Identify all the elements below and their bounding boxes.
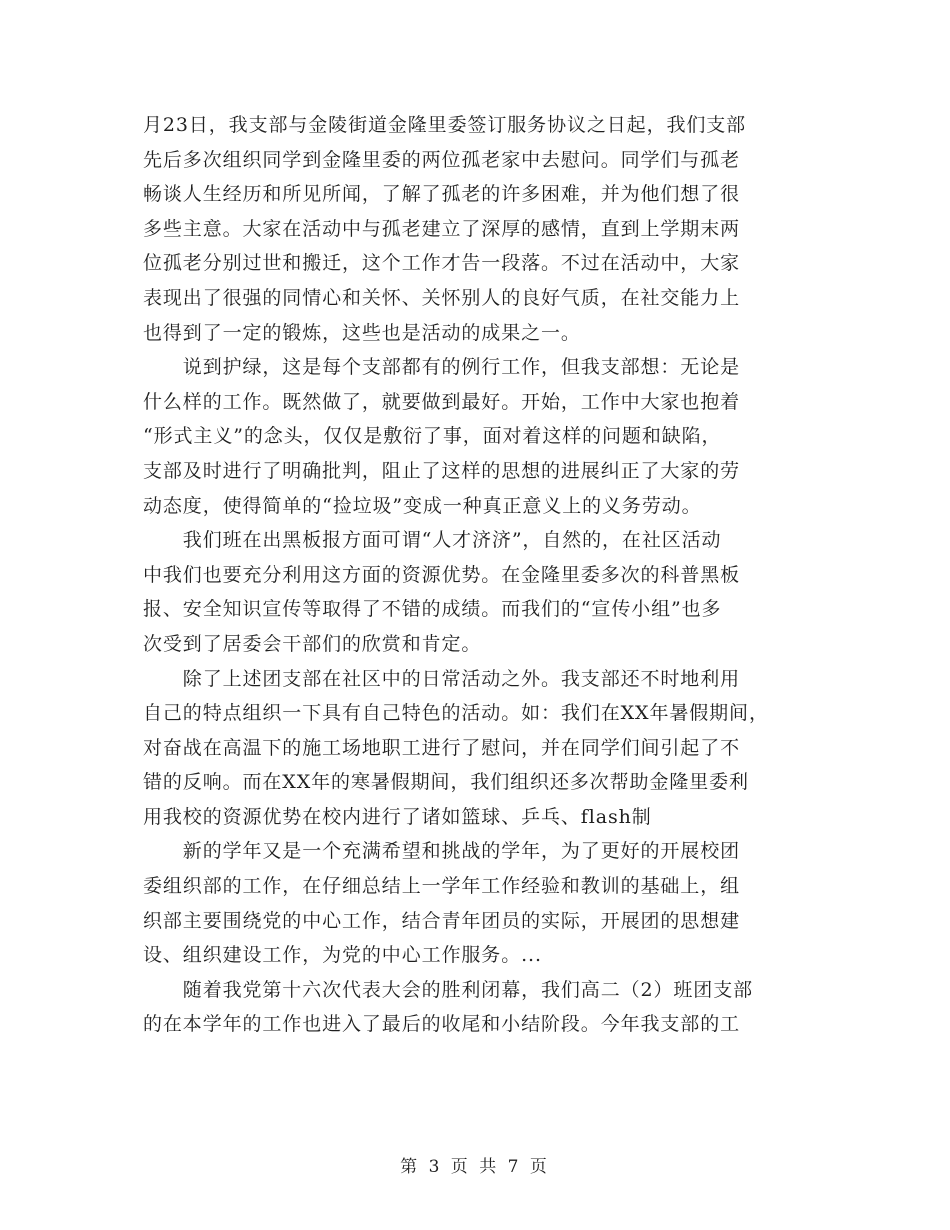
text-line: 动态度，使得简单的“捡垃圾”变成一种真正意义上的义务劳动。 [143, 494, 702, 517]
text-line: 除了上述团支部在社区中的日常活动之外。我支部还不时地利用 [143, 667, 741, 690]
text-line: 支部及时进行了明确批判，阻止了这样的思想的进展纠正了大家的劳 [143, 459, 741, 482]
text-line: 设、组织建设工作，为党的中心工作服务。... [143, 944, 542, 967]
text-line: 织部主要围绕党的中心工作，结合青年团员的实际，开展团的思想建 [143, 909, 741, 932]
text-line: 先后多次组织同学到金隆里委的两位孤老家中去慰问。同学们与孤老 [143, 148, 741, 171]
text-line: 表现出了很强的同情心和关怀、关怀别人的良好气质，在社交能力上 [143, 286, 741, 309]
text-line: 用我校的资源优势在校内进行了诸如篮球、乒乓、flash制 [143, 805, 652, 828]
text-line: 说到护绿，这是每个支部都有的例行工作，但我支部想：无论是 [143, 356, 741, 379]
text-line: 中我们也要充分利用这方面的资源优势。在金隆里委多次的科普黑板 [143, 563, 741, 586]
text-line: 次受到了居委会干部们的欣赏和肯定。 [143, 632, 482, 655]
text-line: 我们班在出黑板报方面可谓“人才济济”，自然的，在社区活动 [143, 529, 722, 552]
text-line: 错的反响。而在XX年的寒暑假期间，我们组织还多次帮助金隆里委利 [143, 771, 749, 794]
text-line: 也得到了一定的锻炼，这些也是活动的成果之一。 [143, 321, 581, 344]
text-line: 报、安全知识宣传等取得了不错的成绩。而我们的“宣传小组”也多 [143, 598, 722, 621]
text-line: 畅谈人生经历和所见所闻，了解了孤老的许多困难，并为他们想了很 [143, 183, 741, 206]
text-line: 随着我党第十六次代表大会的胜利闭幕，我们高二（2）班团支部 [143, 978, 753, 1001]
text-line: 自己的特点组织一下具有自己特色的活动。如：我们在XX年暑假期间， [143, 702, 769, 725]
text-line: 的在本学年的工作也进入了最后的收尾和小结阶段。今年我支部的工 [143, 1013, 741, 1036]
text-line: 对奋战在高温下的施工场地职工进行了慰问，并在同学们间引起了不 [143, 736, 741, 759]
body-text [143, 108, 843, 1042]
text-line: 位孤老分别过世和搬迁，这个工作才告一段落。不过在活动中，大家 [143, 252, 741, 275]
text-line: “形式主义”的念头，仅仅是敷衍了事，面对着这样的问题和缺陷， [143, 425, 722, 448]
text-line: 委组织部的工作，在仔细总结上一学年工作经验和教训的基础上，组 [143, 875, 741, 898]
text-line: 什么样的工作。既然做了，就要做到最好。开始，工作中大家也抱着 [143, 390, 741, 413]
text-line: 月23日，我支部与金陵街道金隆里委签订服务协议之日起，我们支部 [143, 114, 747, 136]
text-line: 多些主意。大家在活动中与孤老建立了深厚的感情，直到上学期末两 [143, 217, 741, 240]
text-line: 新的学年又是一个充满希望和挑战的学年，为了更好的开展校团 [143, 840, 741, 863]
page-footer: 第 3 页 共 7 页 [400, 1157, 550, 1177]
